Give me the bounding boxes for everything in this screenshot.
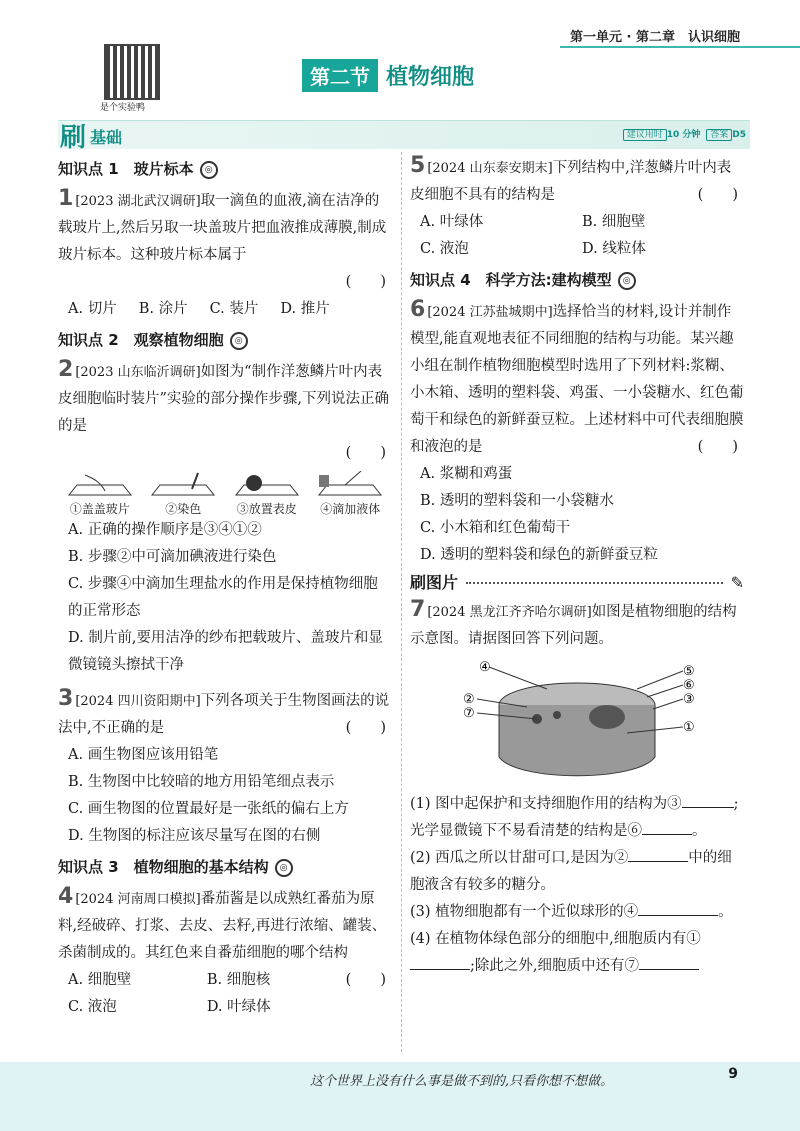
question-number: 1 bbox=[58, 186, 74, 211]
figure-section-header bbox=[410, 569, 744, 596]
s1c-text: 。 bbox=[692, 823, 707, 839]
option-b: B. 步骤②中可滴加碘液进行染色 bbox=[68, 549, 277, 565]
cover-slip-illustration bbox=[65, 471, 135, 501]
column-divider bbox=[401, 152, 402, 1052]
answer-blank[interactable] bbox=[638, 915, 718, 916]
band-label: 基础 bbox=[90, 128, 123, 147]
question-text: 选择恰当的材料,设计并制作模型,能直观地表征不同细胞的结构与功能。某兴趣小组在制作植物细胞模型时选用了下列材料:浆糊、小木箱、透明的塑料袋、鸡蛋、一小袋糖水、红色葡萄干和绿色的新鲜蚕豆粒。上述材料中可代表细胞膜和液泡的是 bbox=[410, 304, 744, 455]
option-a: A. 画生物图应该用铅笔 bbox=[68, 747, 219, 763]
label-3: ③ bbox=[683, 692, 695, 707]
section-number: 第二节 bbox=[302, 59, 378, 92]
option-c: C. 液泡 bbox=[420, 241, 469, 257]
question-4 bbox=[58, 883, 392, 1021]
option-a: A. 叶绿体 bbox=[420, 214, 484, 230]
plant-cell-diagram bbox=[410, 657, 744, 787]
right-column bbox=[410, 152, 744, 980]
option-d: D. 线粒体 bbox=[582, 241, 646, 257]
question-text: 如图为“制作洋葱鳞片叶内表皮细胞临时装片”实验的部分操作步骤,下列说法正确的是 bbox=[58, 364, 390, 434]
step-4 bbox=[315, 471, 385, 517]
answer-paren: ( ) bbox=[345, 720, 386, 736]
band-big-char: 刷 bbox=[60, 123, 87, 153]
option-b: B. 细胞壁 bbox=[582, 214, 646, 230]
s2-text: (2) 西瓜之所以甘甜可口,是因为② bbox=[410, 850, 629, 866]
s4b-text: ;除此之外,细胞质中还有⑦ bbox=[470, 958, 639, 974]
option-b: B. 涂片 bbox=[138, 301, 188, 317]
knowledge-point-2 bbox=[58, 327, 392, 354]
question-text: 下列各项关于生物图画法的说法中,不正确的是 bbox=[58, 693, 390, 736]
band-meta bbox=[620, 127, 746, 140]
s3-text: (3) 植物细胞都有一个近似球形的④ bbox=[410, 904, 639, 920]
answer-blank[interactable] bbox=[410, 969, 470, 970]
question-source: [2024 江苏盐城期中] bbox=[427, 305, 553, 320]
step-3-label: ③放置表皮 bbox=[236, 502, 297, 516]
left-column bbox=[58, 152, 392, 1021]
step-1 bbox=[65, 471, 135, 517]
question-number: 6 bbox=[410, 297, 426, 322]
question-3 bbox=[58, 685, 392, 850]
drip-liquid-illustration bbox=[315, 471, 385, 501]
question-source: [2023 山东临沂调研] bbox=[75, 365, 201, 380]
question-text: 取一滴鱼的血液,滴在洁净的载玻片上,然后另取一块盖玻片把血液推成薄膜,制成玻片标本。这种玻片标本属于 bbox=[58, 193, 387, 263]
plant-cell-illustration bbox=[457, 657, 697, 787]
option-b: B. 透明的塑料袋和一小袋糖水 bbox=[420, 493, 614, 509]
question-source: [2024 黑龙江齐齐哈尔调研] bbox=[427, 605, 592, 620]
section-name: 植物细胞 bbox=[386, 64, 475, 90]
question-7 bbox=[410, 596, 744, 980]
kp4-label: 知识点 4 科学方法:建构模型 bbox=[410, 271, 612, 289]
knowledge-point-3 bbox=[58, 854, 392, 881]
dotted-leader bbox=[466, 582, 723, 584]
label-5: ⑤ bbox=[683, 664, 695, 679]
option-c: C. 步骤④中滴加生理盐水的作用是保持植物细胞的正常形态 bbox=[68, 576, 378, 619]
step-1-label: ①盖盖玻片 bbox=[69, 502, 130, 516]
answer-paren: ( ) bbox=[345, 972, 386, 988]
kp3-label: 知识点 3 植物细胞的基本结构 bbox=[58, 858, 269, 876]
step-2-label: ②染色 bbox=[165, 502, 202, 516]
target-icon: ◎ bbox=[230, 332, 248, 350]
step-2 bbox=[148, 471, 218, 517]
option-a: A. 正确的操作顺序是③④①② bbox=[68, 522, 262, 538]
answer-paren: ( ) bbox=[345, 274, 386, 290]
section-title bbox=[302, 58, 474, 92]
pencil-icon: ✎ bbox=[730, 573, 744, 592]
basics-band bbox=[58, 120, 750, 153]
target-icon: ◎ bbox=[618, 272, 636, 290]
answer-blank[interactable] bbox=[642, 834, 692, 835]
options bbox=[58, 967, 346, 1021]
page-footer bbox=[0, 1062, 800, 1131]
question-number: 2 bbox=[58, 357, 74, 382]
answer-paren: ( ) bbox=[697, 187, 738, 203]
label-4: ④ bbox=[479, 660, 491, 675]
staining-illustration bbox=[148, 471, 218, 501]
sub-question-2 bbox=[410, 845, 744, 899]
question-2 bbox=[58, 356, 392, 679]
place-epidermis-illustration bbox=[232, 471, 302, 501]
kp1-label: 知识点 1 玻片标本 bbox=[58, 160, 194, 178]
s2b-text: 中的细胞液含有较多的糖分。 bbox=[410, 850, 732, 893]
options bbox=[410, 209, 744, 263]
answer-blank[interactable] bbox=[682, 807, 734, 808]
answer-paren: ( ) bbox=[345, 445, 386, 461]
answer-paren: ( ) bbox=[697, 439, 738, 455]
s1-text: (1) 图中起保护和支持细胞作用的结构为③ bbox=[410, 796, 682, 812]
label-1: ① bbox=[683, 720, 695, 735]
question-6 bbox=[410, 296, 744, 569]
option-d: D. 制片前,要用洁净的纱布把载玻片、盖玻片和显微镜镜头擦拭干净 bbox=[68, 630, 383, 673]
target-icon: ◎ bbox=[275, 859, 293, 877]
option-a: A. 切片 bbox=[68, 301, 117, 317]
question-number: 5 bbox=[410, 153, 426, 178]
option-c: C. 小木箱和红色葡萄干 bbox=[420, 520, 571, 536]
question-source: [2024 山东泰安期末] bbox=[427, 161, 553, 176]
answer-page: D5 bbox=[732, 130, 746, 140]
label-6: ⑥ bbox=[683, 678, 695, 693]
procedure-figure bbox=[58, 471, 392, 517]
sub-question-1 bbox=[410, 791, 744, 845]
sub-question-4 bbox=[410, 926, 744, 980]
option-b: B. 生物图中比较暗的地方用铅笔细点表示 bbox=[68, 774, 335, 790]
sub-question-3 bbox=[410, 899, 744, 926]
step-3 bbox=[232, 471, 302, 517]
option-b: B. 细胞核 bbox=[206, 972, 271, 988]
option-d: D. 推片 bbox=[280, 301, 330, 317]
option-d: D. 透明的塑料袋和绿色的新鲜蚕豆粒 bbox=[420, 547, 658, 563]
label-2: ② bbox=[463, 692, 475, 707]
question-number: 4 bbox=[58, 884, 74, 909]
qr-caption: 是个实验鸭 bbox=[100, 103, 146, 113]
target-icon: ◎ bbox=[200, 161, 218, 179]
qr-code[interactable] bbox=[104, 44, 160, 100]
answer-blank[interactable] bbox=[639, 969, 699, 970]
option-d: D. 叶绿体 bbox=[206, 999, 271, 1015]
question-1 bbox=[58, 185, 392, 323]
question-text: 如图是植物细胞的结构示意图。请据图回答下列问题。 bbox=[410, 604, 737, 647]
answer-label: 答案 bbox=[706, 129, 732, 141]
option-c: C. 装片 bbox=[209, 301, 259, 317]
question-source: [2024 四川资阳期中] bbox=[75, 694, 201, 709]
question-number: 7 bbox=[410, 597, 426, 622]
header-rule bbox=[560, 46, 800, 48]
s4-text: (4) 在植物体绿色部分的细胞中,细胞质内有① bbox=[410, 931, 701, 947]
label-7: ⑦ bbox=[463, 706, 475, 721]
step-4-label: ④滴加液体 bbox=[320, 502, 381, 516]
option-d: D. 生物图的标注应该尽量写在图的右侧 bbox=[68, 828, 321, 844]
question-number: 3 bbox=[58, 686, 74, 711]
footer-motto: 这个世界上没有什么事是做不到的,只看你想不想做。 bbox=[310, 1074, 614, 1089]
question-source: [2023 湖北武汉调研] bbox=[75, 194, 201, 209]
page-number: 9 bbox=[728, 1066, 738, 1082]
s3b-text: 。 bbox=[718, 904, 733, 920]
option-a: A. 细胞壁 bbox=[68, 972, 132, 988]
figure-section-label: 刷图片 bbox=[410, 573, 459, 592]
breadcrumb: 第一单元 · 第二章 认识细胞 bbox=[570, 30, 740, 45]
s1b-text: ;光学显微镜下不易看清楚的结构是⑥ bbox=[410, 796, 739, 839]
answer-blank[interactable] bbox=[628, 861, 688, 862]
kp2-label: 知识点 2 观察植物细胞 bbox=[58, 331, 224, 349]
question-5 bbox=[410, 152, 744, 263]
knowledge-point-4 bbox=[410, 267, 744, 294]
question-source: [2024 河南周口模拟] bbox=[75, 892, 201, 907]
option-a: A. 浆糊和鸡蛋 bbox=[420, 466, 513, 482]
time-value: 10 分钟 bbox=[666, 130, 701, 140]
question-text: 番茄酱是以成熟红番茄为原料,经破碎、打浆、去皮、去籽,再进行浓缩、罐装、杀菌制成的。其红色来自番茄细胞的哪个结构 bbox=[58, 891, 387, 961]
knowledge-point-1 bbox=[58, 156, 392, 183]
options bbox=[58, 296, 392, 323]
time-label: 建议用时 bbox=[623, 129, 667, 141]
option-c: C. 液泡 bbox=[68, 999, 117, 1015]
question-text: 下列结构中,洋葱鳞片叶内表皮细胞不具有的结构是 bbox=[410, 160, 732, 203]
option-c: C. 画生物图的位置最好是一张纸的偏右上方 bbox=[68, 801, 349, 817]
